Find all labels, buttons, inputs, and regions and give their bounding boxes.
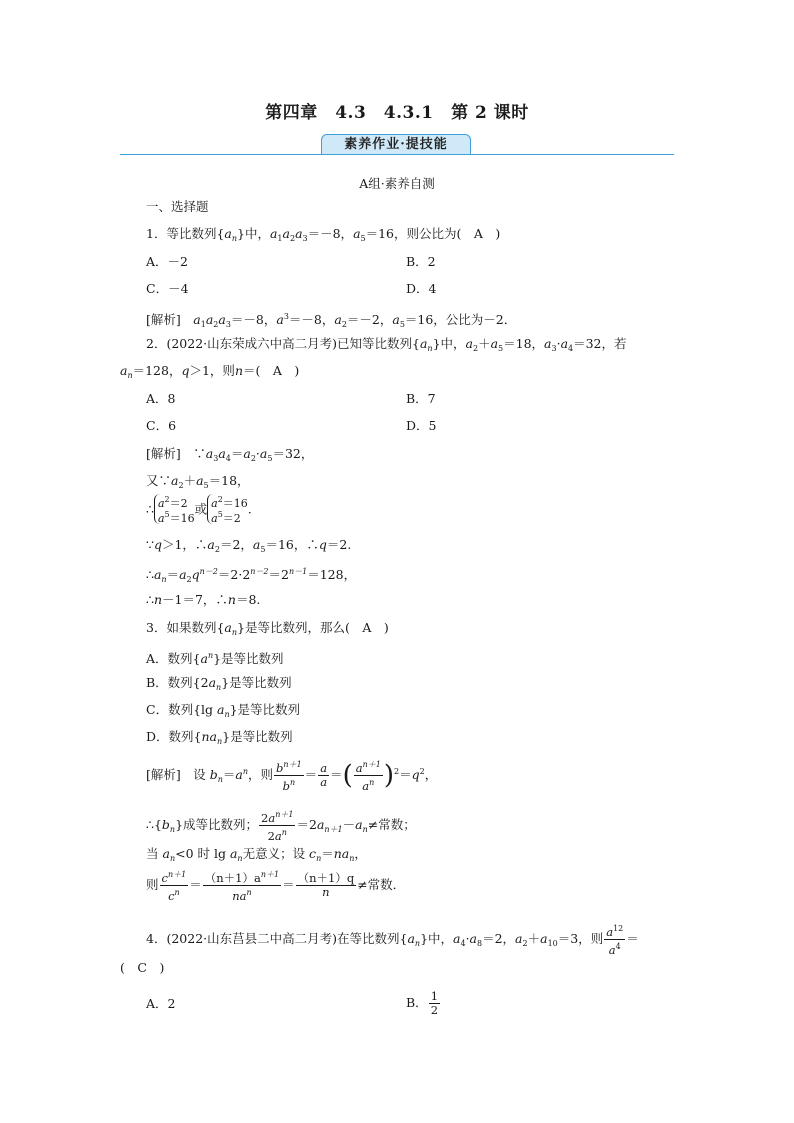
q1-option-c: C．－4 (146, 281, 189, 296)
question-4-stem-line1: 4．(2022·山东莒县二中高二月考)在等比数列$\{a_n\}$中，$a_4\cdot a_8=2$，$a_2+a_{10}=3$，则 $\frac{a^{12}}{a^4}$ ＝ (146, 924, 639, 957)
q2-option-a: A．8 (146, 391, 176, 406)
q3-analysis-step3: 当 $a_n<0$ 时 $\lg a_n$无意义；设 $c_n=na_n$， (146, 846, 367, 863)
q3-analysis-step2: $\therefore\{b_n\}$成等比数列； $\frac{2a^{n+1}}{2a^n}$ $=2a_{n+1}-a_n\ne$常数； (146, 810, 416, 843)
question-2-stem-line2: $a_n=128$，q＞1，则n＝( A ) (120, 363, 300, 380)
group-heading: A组·素养自测 (359, 176, 435, 191)
q3-option-d: D．数列$\{na_n\}$是等比数列 (146, 729, 293, 746)
q2-option-d: D．5 (406, 418, 437, 433)
q3-option-a: A．数列$\{a^n\}$是等比数列 (146, 651, 284, 666)
question-4-stem-line2: ( C ) (120, 960, 165, 975)
banner-divider (120, 154, 674, 155)
q1-option-b: B．2 (406, 254, 436, 269)
page-title: 第四章 4.3 4.3.1 第 2 课时 (265, 103, 529, 123)
q2-option-b: B．7 (406, 391, 436, 406)
q2-analysis-step2: 又$\because a_2+a_5=18$， (146, 473, 250, 490)
section-badge: 素养作业·提技能 (321, 134, 471, 155)
q2-analysis-step1: [解析] $\because a_3a_4=a_2\cdot a_5=32$， (146, 446, 314, 463)
q3-option-b: B．数列$\{2a_n\}$是等比数列 (146, 675, 292, 692)
question-1-stem: 1．等比数列$\{a_n\}$中，$a_1a_2a_3=-8$，$a_5=16$，则公比为( A ) (146, 226, 501, 243)
q4-option-a: A．2 (146, 996, 176, 1011)
q3-analysis-step4: 则 $\frac{c^{n+1}}{c^n}$ ＝ $\frac{(n+1)a^{n+1}}{na^n}$ ＝ $\frac{(n+1)q}{n}$ ≠常数． (146, 870, 406, 903)
q2-analysis-step5: $\therefore a_n=a_2q^{n-2}=2\cdot 2^{n-2}=2^{n-1}=128$， (146, 567, 357, 584)
q2-analysis-step3: ∴ $a^2=2$ $a^5=16$或 $a^2=16$ $a^5=2$. (146, 495, 252, 525)
q1-option-d: D．4 (406, 281, 437, 296)
q4-option-b: B． $\frac{1}{2}$ (406, 989, 439, 1017)
q1-option-a: A．－2 (146, 254, 188, 269)
q2-option-c: C．6 (146, 418, 177, 433)
q3-option-c: C．数列{lg $a_n$}是等比数列 (146, 702, 301, 719)
section-heading: 一、选择题 (146, 199, 209, 214)
q2-analysis-step6: ∴n－1＝7，∴n＝8. (146, 592, 261, 607)
question-3-stem: 3．如果数列$\{a_n\}$是等比数列，那么( A ) (146, 620, 389, 637)
question-2-stem-line1: 2．(2022·山东荣成六中高二月考)已知等比数列$\{a_n\}$中，$a_2+a_5=18$，$a_3\cdot a_4=32$，若 (146, 336, 627, 353)
q1-analysis: [解析] $a_1a_2a_3=-8$，$a^3=-8$，$a_2=-2$，$a_5=16$，公比为－2． (146, 312, 517, 329)
q2-analysis-step4: ∵q＞1，$\therefore a_2=2$，$a_5=16$，∴q＝2. (146, 537, 352, 554)
q3-analysis-step1: [解析] 设 $b_n=a^n$，则 $\frac{b^{n+1}}{b^n}$ ＝ $\frac{a}{a}$ ＝( $\frac{a^{n+1}}{a^n}$ )$^2=q^2$， (146, 760, 438, 793)
